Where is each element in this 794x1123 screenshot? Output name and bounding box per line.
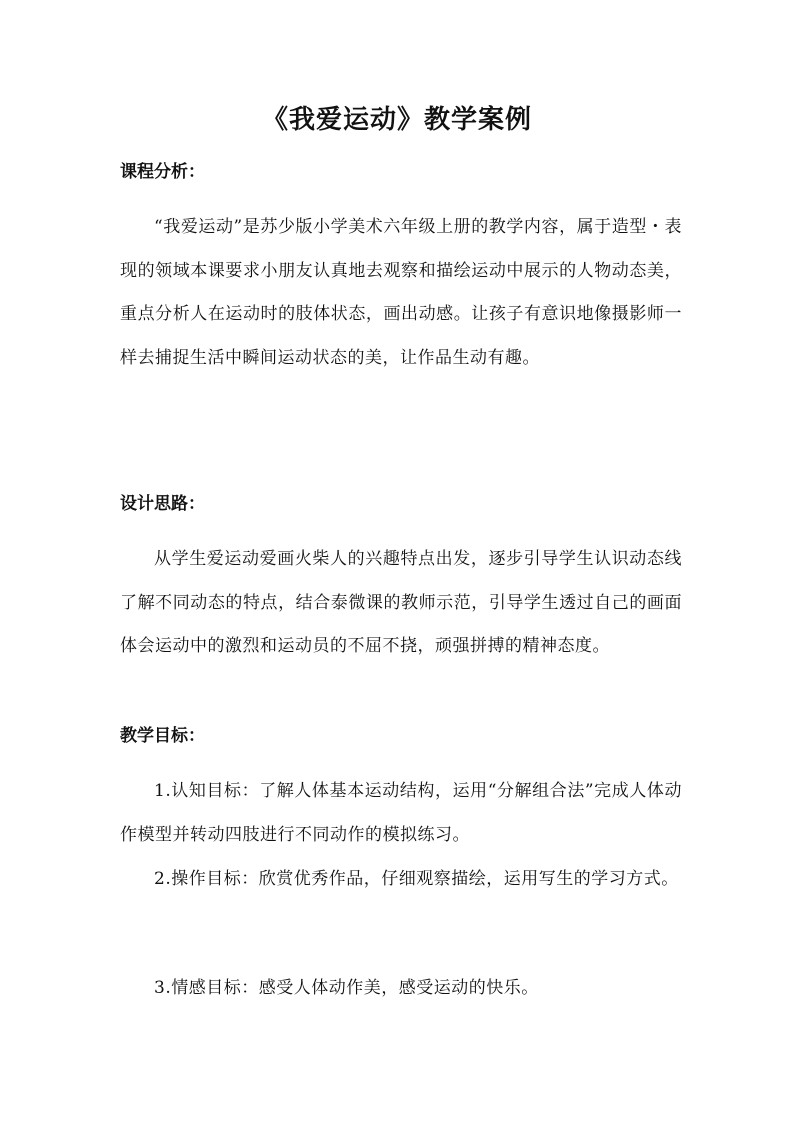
goal-cognitive-paragraph: 1.认知目标：了解人体基本运动结构，运用“分解组合法”完成人体动作模型并转动四肢进行不同动作的模拟练习。: [120, 781, 682, 845]
design-idea-paragraph: 从学生爱运动爱画火柴人的兴趣特点出发，逐步引导学生认识动态线了解不同动态的特点，结合泰微课的教师示范，引导学生透过自己的画面体会运动中的激烈和运动员的不屈不挠，顽强拼搏的精神态度。: [120, 549, 682, 656]
document-title: 《我爱运动》教学案例: [261, 105, 532, 135]
goal-operation-paragraph: 2.操作目标：欣赏优秀作品，仔细观察描绘，运用写生的学习方式。: [154, 869, 679, 889]
course-analysis-paragraph: “我爱运动”是苏少版小学美术六年级上册的教学内容，属于造型・表现的领域本课要求小朋友认真地去观察和描绘运动中展示的人物动态美，重点分析人在运动时的肢体状态，画出动感。让孩子有意识地像摄影师一样去捕捉生活中瞬间运动状态的美，让作品生动有趣。: [120, 217, 682, 368]
goal-emotion-paragraph: 3.情感目标：感受人体动作美，感受运动的快乐。: [154, 978, 539, 998]
section-heading-design-idea: 设计思路：: [120, 494, 205, 514]
section-heading-course-analysis: 课程分析：: [120, 162, 205, 182]
section-heading-teaching-goals: 教学目标：: [120, 726, 205, 746]
